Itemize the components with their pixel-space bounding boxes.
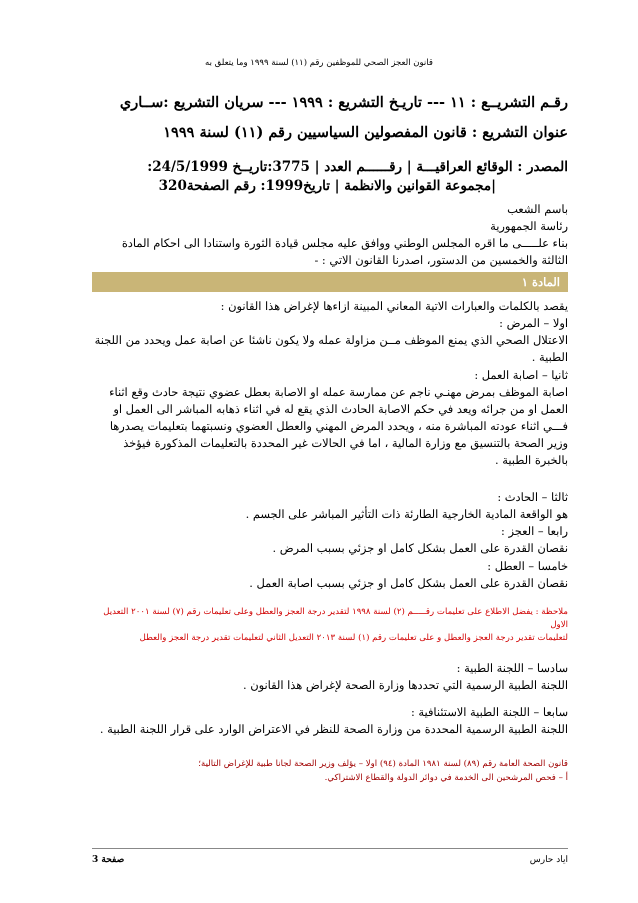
preamble-line: رئاسة الجمهورية [490,218,568,233]
paragraph: اصابة الموظف بمرض مهنـي ناجم عن ممارسة عمله او الاصابة بعطل عضوي نتيجة حادث وقع اثناء العمل او من جرائه ويعد في حكم الاصابة الحادث الذي يقع له في اثناء ذهابه المباشر الى العمل او فـــي اثناء عودته المباشرة منه ، ويحدد المرض المهني والعطل العضوي ونسبتهما بتعليمات يصدرها وزير الصحة بالتنسيق مع وزارة المالية ، اما في الحالات غير المحددة بالتعليمات المذكورة فيؤخذ بالخبرة الطبية . [109,384,568,468]
article-body-continued [92,660,568,738]
note-line: لتعليمات تقدير درجة العجز والعطل و على تعليمات رقم (١) لسنة ٢٠١٣ التعديل الثاني لتعليمات تقدير درجة العجز والعطل [139,633,568,644]
preamble-line: بناء علـــــى ما اقره المجلس الوطني ووافق عليه مجلس قيادة الثورة واستنادا الى احكام المادة الثالثة والخمسين من الدستور، اصدرنا القانون الاتي : - [121,235,568,267]
paragraph: اولا – المرض : [499,316,568,331]
source-line-2: |مجموعة القوانين والانظمة | تاريخ1999: رقم الصفحة320 [158,178,496,195]
note-line: أ – فحص المرشحين الى الخدمة في دوائر الدولة والقطاع الاشتراكي. [324,772,568,783]
page-number: صفحة 3 [92,855,125,865]
paragraph: اللجنة الطبية الرسمية المحددة من وزارة الصحة للنظر في الاعتراض الوارد على قرار اللجنة الطبية . [99,722,568,737]
paragraph: ثالثا – الحادث : [497,490,568,505]
law-number-line: رقـم التشريــع : ١١ --- تاريـخ التشريع : ١٩٩٩ --- سريان التشريع :ســاري [119,94,568,111]
content [92,84,568,785]
paragraph: هو الواقعة المادية الخارجية الطارئة ذات التأثير المباشر على الجسم . [245,507,568,522]
note-line: ملاحظة : يفضل الاطلاع على تعليمات رقـــــم (٢) لسنة ١٩٩٨ لتقدير درجة العجز والعطل وعلى تعليمات رقم (٧) لسنة ٢٠٠١ التعديل الاول [103,606,568,631]
note-line: قانون الصحة العامة رقم (٨٩) لسنة ١٩٨١ المادة (٩٤) اولا – يؤلف وزير الصحة لجانا طبية للإغراض التالية؛ [198,759,568,770]
paragraph: نقصان القدرة على العمل بشكل كامل او جزئي بسبب اصابة العمل . [249,575,568,590]
paragraph: نقصان القدرة على العمل بشكل كامل او جزئي بسبب المرض . [272,541,568,556]
paragraph: خامسا – العطل : [487,558,568,573]
note-block-1 [92,606,568,646]
paragraph: اللجنة الطبية الرسمية التي تحددها وزارة الصحة لإغراض هذا القانون . [242,677,568,692]
article-heading: المادة ١ [92,272,568,292]
note-block-2 [92,758,568,785]
footer-divider [92,848,568,849]
law-title-line: عنوان التشريع : قانون المفصولين السياسيين رقم (١١) لسنة ١٩٩٩ [163,123,568,141]
footer-author: اياد حارس [529,855,568,865]
paragraph: الاعتلال الصحي الذي يمنع الموظف مــن مزاولة عمله ولا يكون ناشئا عن اصابة عمل ويحدد من اللجنة الطبية . [94,333,568,365]
paragraph: سابعا – اللجنة الطبية الاستئنافية : [410,704,568,719]
source-block [92,158,568,197]
paragraph: رابعا – العجز : [501,524,568,539]
preamble-line: باسم الشعب [507,201,568,216]
paragraph: يقصد بالكلمات والعبارات الاتية المعاني المبينة ازاءها لإغراض هذا القانون : [220,299,568,314]
paragraph: ثانيا – اصابة العمل : [474,367,568,382]
source-line-1: المصدر : الوقائع العراقيـــة | رقــــــم العدد | 3775:تاريــخ 24/5/1999: [147,158,568,175]
article-body [92,298,568,592]
preamble [92,201,568,269]
paragraph: سادسا – اللجنة الطبية : [456,660,568,675]
page-header: قانون العجز الصحي للموظفين رقم (١١) لسنة ١٩٩٩ وما يتعلق به [205,58,433,68]
